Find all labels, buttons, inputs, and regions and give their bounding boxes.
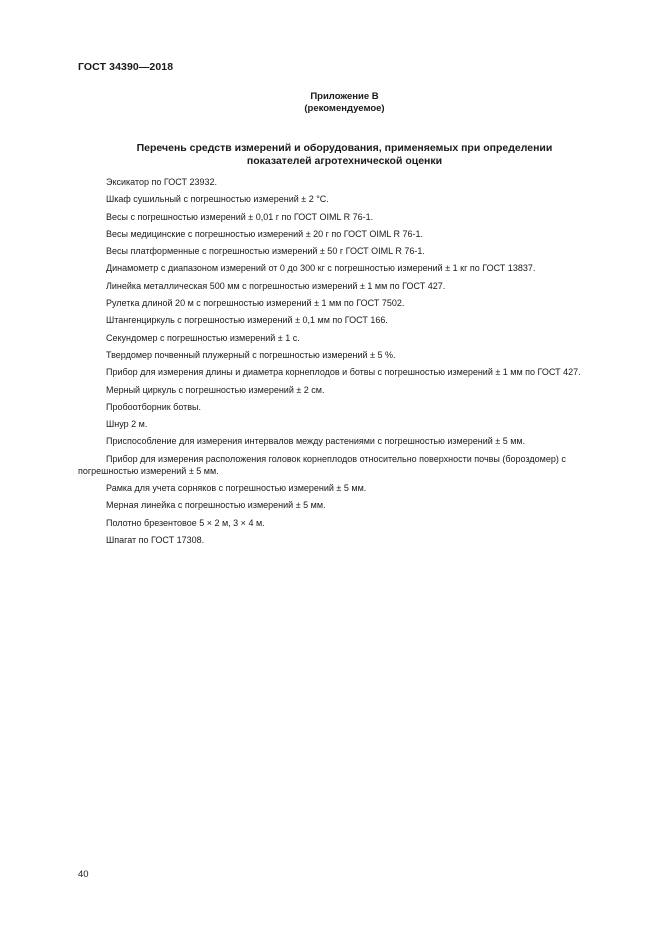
section-title-line-2: показателей агротехнической оценки <box>246 155 443 167</box>
list-item: Эксикатор по ГОСТ 23932. <box>106 177 217 187</box>
list-item: Весы платформенные с погрешностью измерений ± 50 г ГОСТ OIML R 76-1. <box>106 246 425 257</box>
list-item: Шкаф сушильный с погрешностью измерений ± 2 °С. <box>106 194 329 205</box>
appendix-heading <box>0 91 661 115</box>
list-item: Рамка для учета сорняков с погрешностью измерений ± 5 мм. <box>106 483 367 494</box>
section-title-line-1: Перечень средств измерений и оборудования, применяемых при определении <box>136 142 553 154</box>
page-number: 40 <box>78 869 89 880</box>
list-item: Весы с погрешностью измерений ± 0,01 г по ГОСТ OIML R 76-1. <box>106 211 374 222</box>
list-item: Пробоотборник ботвы. <box>106 401 202 412</box>
equipment-list <box>78 176 623 551</box>
list-item: Штангенциркуль с погрешностью измерений ± 0,1 мм по ГОСТ 166. <box>106 315 388 326</box>
list-item: Рулетка длиной 20 м с погрешностью измерений ± 1 мм по ГОСТ 7502. <box>106 298 405 309</box>
list-item: Шнур 2 м. <box>106 419 148 430</box>
section-title <box>0 142 661 168</box>
appendix-title: Приложение В <box>310 91 379 102</box>
list-item: Мерный циркуль с погрешностью измерений ± 2 см. <box>106 384 325 395</box>
list-item: Секундомер с погрешностью измерений ± 1 с. <box>106 332 300 343</box>
list-item: Линейка металлическая 500 мм с погрешностью измерений ± 1 мм по ГОСТ 427. <box>106 280 446 291</box>
list-item: Приспособление для измерения интервалов между растениями с погрешностью измерений ± 5 мм. <box>106 436 526 447</box>
list-item: Прибор для измерения длины и диаметра корнеплодов и ботвы с погрешностью измерений ± 1 мм по ГОСТ 427. <box>106 367 581 378</box>
list-item: Весы медицинские с погрешностью измерений ± 20 г по ГОСТ OIML R 76-1. <box>106 228 424 239</box>
list-item: Твердомер почвенный плужерный с погрешностью измерений ± 5 %. <box>106 349 396 360</box>
list-item: Динамометр с диапазоном измерений от 0 до 300 кг с погрешностью измерений ± 1 кг по ГОСТ 13837. <box>106 263 536 274</box>
document-code: ГОСТ 34390—2018 <box>78 61 174 73</box>
appendix-subtitle: (рекомендуемое) <box>304 103 385 114</box>
list-item: Шпагат по ГОСТ 17308. <box>106 534 205 545</box>
list-item: Прибор для измерения расположения головок корнеплодов относительно поверхности почвы (бороздомер) с погрешностью измерений ± 5 мм. <box>78 453 566 476</box>
list-item: Мерная линейка с погрешностью измерений ± 5 мм. <box>106 500 326 511</box>
list-item: Полотно брезентовое 5 × 2 м, 3 × 4 м. <box>106 517 265 528</box>
